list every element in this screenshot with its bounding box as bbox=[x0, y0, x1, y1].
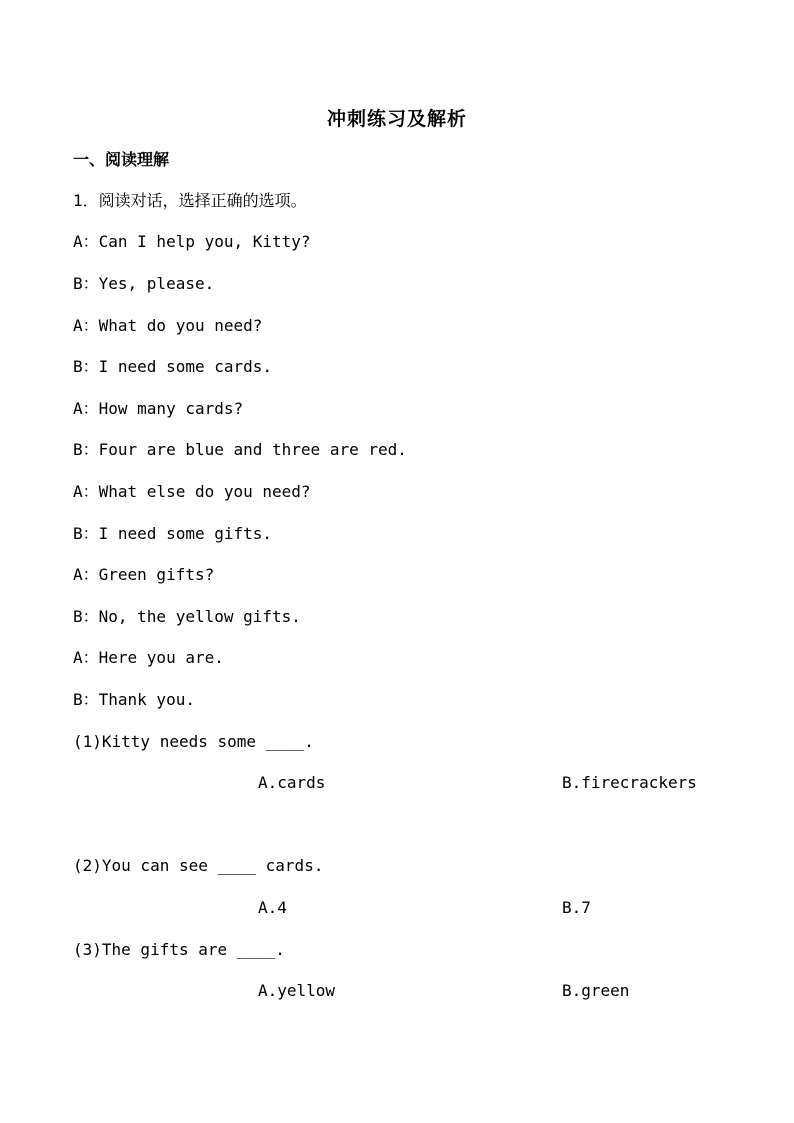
dialogue-line: B：I need some cards. bbox=[73, 357, 273, 376]
question-1-option-a: A.cards bbox=[258, 773, 326, 792]
question-stem-3: (3)The gifts are ____. bbox=[73, 940, 285, 959]
question-3-option-b: B.green bbox=[562, 981, 630, 1000]
question-stem-1: (1)Kitty needs some ____. bbox=[73, 732, 314, 751]
dialogue-line: A：Green gifts? bbox=[73, 565, 215, 584]
section-heading: 一、阅读理解 bbox=[73, 150, 170, 169]
dialogue-line: A：What else do you need? bbox=[73, 482, 311, 501]
question-2-option-b: B.7 bbox=[562, 898, 591, 917]
question-stem-2: (2)You can see ____ cards. bbox=[73, 856, 324, 875]
dialogue-line: B：I need some gifts. bbox=[73, 524, 273, 543]
dialogue-line: A：Can I help you, Kitty? bbox=[73, 232, 311, 251]
dialogue-line: A：How many cards? bbox=[73, 399, 244, 418]
dialogue-line: A：What do you need? bbox=[73, 316, 263, 335]
dialogue-line: B：No, the yellow gifts. bbox=[73, 607, 301, 626]
dialogue-line: B：Thank you. bbox=[73, 690, 195, 709]
question-2-option-a: A.4 bbox=[258, 898, 287, 917]
dialogue-line: B：Yes, please. bbox=[73, 274, 215, 293]
question-instruction: 1．阅读对话，选择正确的选项。 bbox=[73, 191, 307, 210]
question-3-option-a: A.yellow bbox=[258, 981, 336, 1000]
page-title: 冲刺练习及解析 bbox=[326, 108, 467, 130]
question-1-option-b: B.firecrackers bbox=[562, 773, 697, 792]
dialogue-line: B：Four are blue and three are red. bbox=[73, 440, 407, 459]
dialogue-line: A：Here you are. bbox=[73, 648, 224, 667]
